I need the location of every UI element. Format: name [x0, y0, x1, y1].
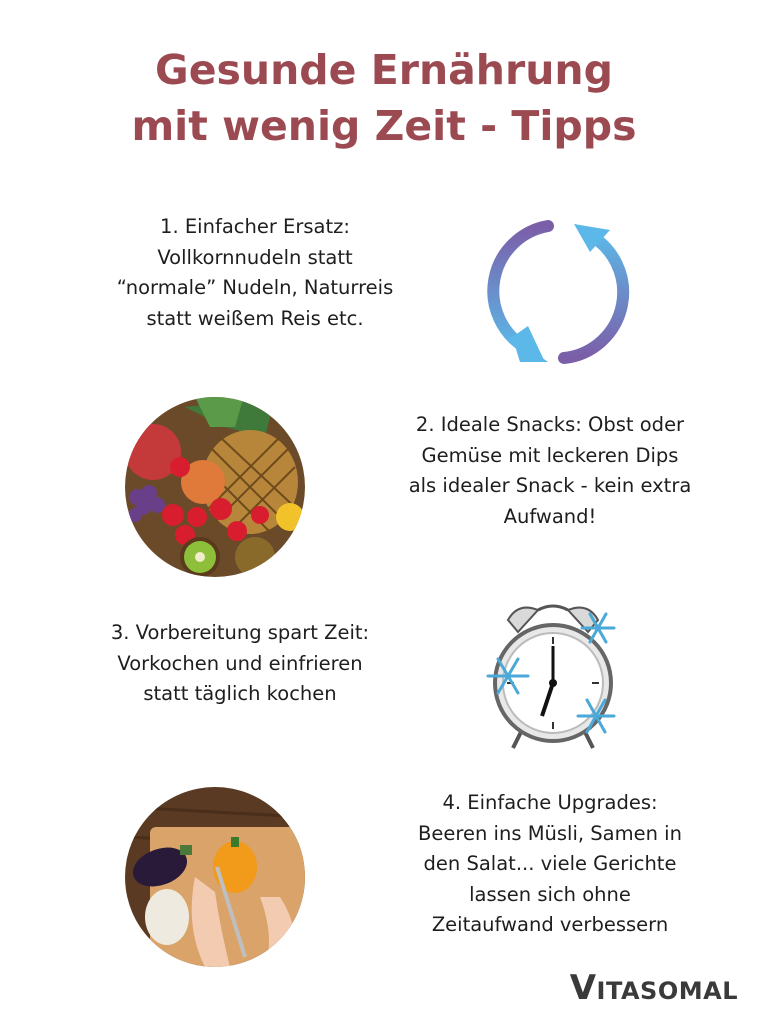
tip-line: Vollkornnudeln statt [157, 245, 353, 269]
tip-line: Vorkochen und einfrieren [117, 651, 363, 675]
tip-line: Gemüse mit leckeren Dips [421, 443, 679, 467]
tip-line: als idealer Snack - kein extra [408, 474, 692, 497]
tip-line: Zeitaufwand verbessern [431, 913, 669, 936]
tip-3 [60, 618, 420, 710]
tip-line: 4. Einfache Upgrades: [442, 791, 658, 814]
tip-line: Beeren ins Müsli, Samen in [418, 821, 682, 845]
tip-line: “normale” Nudeln, Naturreis [116, 276, 394, 299]
cycle-arrows-icon [478, 212, 638, 372]
tip-line: lassen sich ohne [469, 882, 631, 906]
tip-line: statt täglich kochen [143, 682, 337, 705]
tip-line: 3. Vorbereitung spart Zeit: [110, 621, 370, 644]
tip-line: statt weißem Reis etc. [146, 306, 364, 330]
alarm-clock-snowflake-icon [478, 598, 628, 758]
tip-line: 2. Ideale Snacks: Obst oder [415, 413, 685, 436]
title-line-2: mit wenig Zeit - Tipps [131, 102, 637, 150]
tip-2 [365, 410, 735, 532]
brand-initial: V [569, 968, 597, 1008]
brand-rest: ITASOMAL [596, 977, 738, 1005]
tip-line: Aufwand! [503, 504, 597, 528]
tip-1 [85, 212, 425, 334]
tip-line: den Salat... viele Gerichte [423, 852, 677, 875]
tip-line: 1. Einfacher Ersatz: [160, 215, 350, 238]
cutting-vegetables-photo [125, 787, 305, 967]
brand-logo [570, 968, 738, 1008]
fruit-photo [125, 397, 305, 577]
title-line-1: Gesunde Ernährung [155, 46, 613, 94]
tip-4 [380, 788, 720, 941]
page-title [0, 42, 768, 154]
